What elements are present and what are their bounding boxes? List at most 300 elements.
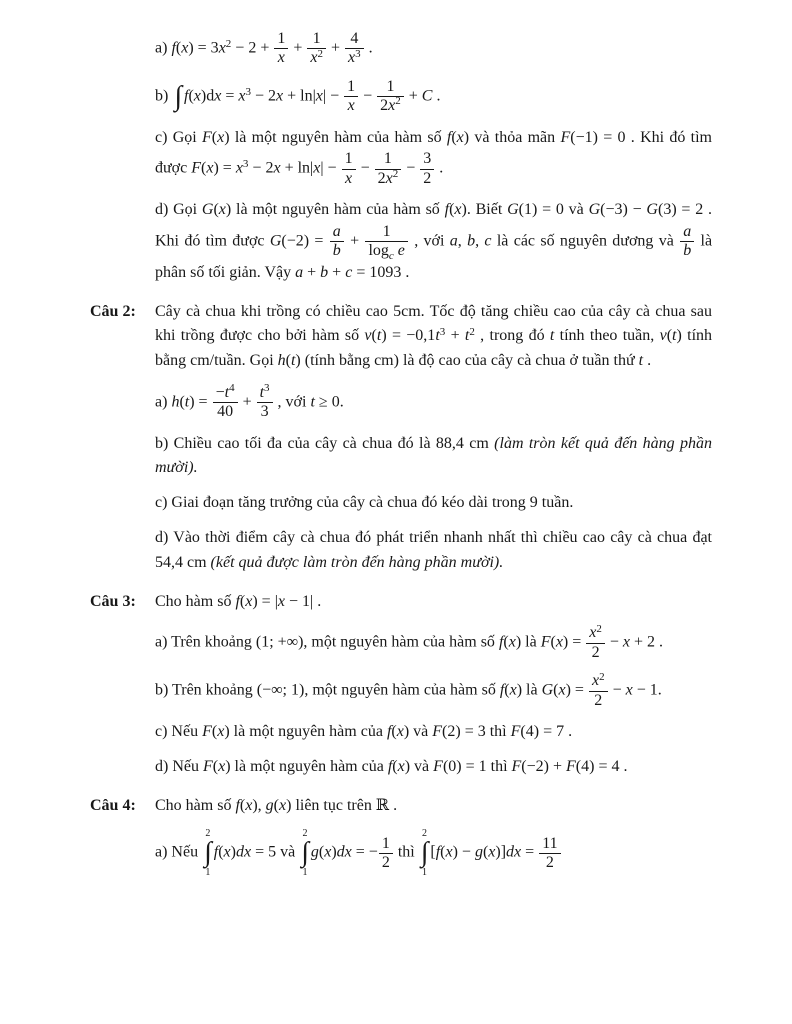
text-run: ) = −0,1 — [381, 327, 436, 345]
math-variable: x — [245, 796, 253, 814]
math-variable: f — [235, 592, 240, 610]
fraction — [364, 223, 408, 261]
text-run: c) Nếu — [155, 723, 203, 741]
math-variable: x — [193, 87, 201, 105]
math-variable: F — [191, 159, 202, 177]
text-run: ) (tính bằng cm) là độ cao của cây cà chua ở tuần thứ — [295, 352, 639, 370]
paragraph — [155, 755, 712, 780]
text-run: (4) = 4 . — [575, 757, 628, 775]
math-variable: x — [279, 796, 287, 814]
math-variable: t — [638, 352, 644, 370]
text-run: − — [608, 681, 626, 699]
text-run: ) = 3 — [188, 39, 219, 57]
text-run: 2 — [377, 169, 386, 187]
fraction-denominator — [274, 49, 288, 67]
math-variable: f — [387, 757, 393, 775]
superscript: 3 — [242, 158, 249, 171]
question-block — [90, 794, 712, 889]
fraction-numerator — [680, 223, 694, 242]
text-run: c) Gọi — [155, 128, 202, 146]
question-block — [90, 300, 712, 586]
math-variable: x — [445, 844, 453, 862]
text-run: a) — [155, 393, 172, 411]
text-run: (−2) = — [281, 232, 329, 250]
fraction — [679, 223, 695, 261]
text-run: ) và — [404, 757, 434, 775]
subscript: c — [388, 249, 394, 262]
superscript: 3 — [439, 325, 446, 338]
text-run: )d — [200, 87, 215, 105]
text-run: = 5 và — [251, 844, 300, 862]
fraction — [344, 30, 365, 68]
text-run: 40 — [217, 403, 234, 421]
math-variable: f — [435, 844, 441, 862]
fraction-numerator — [330, 223, 344, 242]
fraction-denominator — [257, 403, 273, 421]
fraction-denominator — [344, 97, 358, 115]
math-variable: x — [315, 87, 323, 105]
math-variable: v — [364, 327, 372, 345]
text-run: (−2) + — [521, 757, 566, 775]
text-run: 2 — [545, 853, 554, 871]
text-run: 2 — [591, 643, 600, 661]
superscript: 3 — [245, 85, 251, 98]
math-variable: F — [560, 128, 571, 146]
math-variable: a — [683, 222, 692, 240]
text-run: (3) = 2 . Khi đó tìm được — [155, 201, 713, 250]
text-run: . — [364, 39, 373, 57]
text-run: Cây cà chua khi trồng có chiều cao 5cm. Tốc độ tăng chiều cao của cây cà chua sau khi trồng được cho bởi hàm số — [155, 302, 712, 345]
math-variable: f — [213, 844, 219, 862]
integral-limit: 1 — [422, 867, 428, 879]
math-variable: C — [421, 87, 433, 105]
text-run: 2 — [380, 97, 389, 115]
text-run: ( — [318, 844, 325, 862]
italic-note: (làm tròn kết quả đến hàng phần mười). — [155, 434, 713, 477]
fraction-denominator — [420, 170, 434, 188]
math-variable: x — [206, 159, 214, 177]
math-variable: g — [474, 844, 483, 862]
paragraph — [155, 384, 712, 422]
math-variable: t — [435, 327, 440, 345]
math-variable: F — [433, 757, 443, 775]
text-run: ) là một nguyên hàm của — [224, 723, 387, 741]
fraction-denominator — [342, 170, 356, 188]
text-run: ) là một nguyên hàm của hàm số — [224, 128, 447, 146]
math-variable: f — [446, 128, 452, 146]
text-run: ( — [482, 844, 489, 862]
math-variable: x — [591, 672, 600, 690]
math-variable: F — [510, 723, 521, 741]
math-variable: G — [646, 201, 658, 219]
text-run: 1 — [382, 222, 391, 240]
text-run: . — [432, 87, 441, 105]
fraction-denominator — [365, 242, 407, 260]
text-run: c) Giai đoạn tăng trưởng của cây cà chua đó kéo dài trong 9 tuần. — [155, 494, 574, 512]
math-variable: x — [345, 169, 353, 187]
superscript: 3 — [355, 47, 361, 60]
superscript: 4 — [229, 382, 235, 395]
text-run: + — [326, 39, 345, 57]
math-variable: x — [555, 634, 563, 652]
question-body — [155, 590, 712, 790]
document-content — [90, 30, 712, 888]
text-run: b) Trên khoảng (−∞; 1), một nguyên hàm của hàm số — [155, 681, 500, 699]
question-label: Câu 4: — [90, 796, 136, 814]
fraction — [376, 78, 405, 116]
math-variable: dx — [336, 844, 352, 862]
math-variable: f — [235, 796, 240, 814]
math-variable: v — [659, 327, 667, 345]
math-variable: F — [202, 723, 212, 741]
fraction-denominator — [330, 242, 344, 260]
text-run: ( — [213, 201, 219, 219]
paragraph — [155, 432, 712, 482]
text-run: (0) = 1 thì — [442, 757, 512, 775]
superscript: 3 — [264, 382, 270, 395]
integral-limit: 1 — [302, 867, 308, 879]
text-run: ). Biết — [461, 201, 508, 219]
paragraph — [155, 794, 712, 819]
fraction — [256, 384, 274, 422]
text-run: = − — [351, 844, 378, 862]
text-run: − — [215, 383, 225, 401]
math-variable: a — [295, 263, 304, 281]
math-variable: g — [265, 796, 274, 814]
math-variable: x — [277, 592, 286, 610]
math-variable: b — [467, 232, 476, 250]
math-variable: G — [201, 201, 214, 219]
question-block — [90, 30, 712, 296]
text-run: , trong đó — [474, 327, 550, 345]
superscript: 2 — [469, 325, 475, 338]
paragraph — [155, 672, 712, 710]
fraction-numerator — [213, 384, 238, 403]
math-variable: b — [683, 242, 692, 260]
text-run: ) = — [562, 634, 586, 652]
math-variable: e — [397, 242, 405, 260]
text-run: − 2 + — [231, 39, 274, 57]
text-run: + — [445, 327, 465, 345]
text-run: = — [221, 87, 239, 105]
math-variable: t — [549, 327, 555, 345]
text-run: − — [402, 159, 420, 177]
text-run: + — [344, 232, 365, 250]
math-variable: x — [217, 723, 225, 741]
math-variable: x — [348, 49, 356, 67]
text-run: ( — [553, 681, 559, 699]
fraction — [341, 150, 357, 188]
text-run: 4 — [350, 30, 359, 47]
text-run: ( — [175, 39, 182, 57]
text-run: | − — [322, 87, 344, 105]
fraction-numerator — [345, 30, 364, 49]
text-run: + ln| — [280, 159, 314, 177]
superscript: 2 — [599, 670, 605, 683]
text-run: ) liên tục trên ℝ . — [286, 796, 398, 814]
integral — [174, 80, 182, 112]
text-run: (4) = 7 . — [520, 723, 573, 741]
fraction-numerator — [586, 624, 605, 643]
fraction-denominator — [589, 692, 608, 710]
text-run: ( — [179, 393, 185, 411]
text-run: (−1) = 0 . Khi đó tìm được — [155, 128, 712, 177]
fraction-numerator — [539, 835, 560, 854]
text-run: là các số nguyên dương và — [491, 232, 680, 250]
text-run: ( — [201, 159, 207, 177]
math-variable: f — [444, 201, 450, 219]
math-variable: x — [589, 624, 597, 642]
math-variable: F — [511, 757, 522, 775]
math-variable: t — [376, 327, 382, 345]
text-run: + — [238, 393, 256, 411]
text-run: − — [359, 87, 377, 105]
superscript: 2 — [317, 47, 323, 60]
text-run: ( — [550, 634, 556, 652]
superscript: 2 — [392, 168, 399, 181]
text-run: 3 — [423, 150, 432, 168]
math-variable: t — [464, 327, 470, 345]
fraction-denominator — [345, 49, 364, 67]
text-run: . — [643, 352, 652, 370]
math-variable: x — [214, 87, 222, 105]
text-run: ) = — [189, 393, 212, 411]
text-run: ) là — [516, 681, 542, 699]
question-label: Câu 2: — [90, 302, 136, 320]
text-run: a) — [155, 39, 172, 57]
fraction — [538, 835, 561, 873]
fraction — [419, 150, 435, 188]
math-variable: x — [509, 681, 517, 699]
fraction — [329, 223, 345, 261]
paragraph — [155, 78, 712, 116]
math-variable: x — [396, 723, 404, 741]
superscript: 2 — [596, 622, 602, 635]
text-run: là phân số tối giản. Vậy — [155, 232, 713, 281]
paragraph — [155, 491, 712, 516]
fraction — [306, 30, 327, 68]
math-variable: G — [507, 201, 519, 219]
integral-limit: 1 — [205, 867, 211, 879]
text-run: a) Trên khoảng (1; +∞), một nguyên hàm của hàm số — [155, 634, 499, 652]
math-variable: G — [588, 201, 601, 219]
question-body — [155, 300, 712, 586]
text-run: ( — [212, 757, 219, 775]
math-variable: x — [235, 159, 243, 177]
text-run: + — [404, 87, 422, 105]
fraction-numerator — [342, 150, 356, 169]
text-run: 1 — [381, 834, 390, 852]
text-run: ) là một nguyên hàm của — [225, 757, 388, 775]
fraction-numerator — [420, 150, 434, 169]
fraction — [588, 672, 609, 710]
text-run: thì — [393, 844, 419, 862]
fraction-denominator — [680, 242, 694, 260]
text-run: ) và — [403, 723, 433, 741]
text-run: ( — [504, 681, 510, 699]
text-run: + — [303, 263, 321, 281]
math-variable: x — [223, 844, 231, 862]
text-run: , với — [273, 393, 311, 411]
text-run: ( — [371, 327, 377, 345]
text-run: ≥ 0. — [314, 393, 344, 411]
text-run: ( — [391, 723, 397, 741]
math-variable: c — [345, 263, 353, 281]
math-variable: f — [499, 681, 505, 699]
text-run: ) — [230, 844, 236, 862]
integral-limit: 2 — [302, 828, 308, 840]
math-variable: x — [245, 592, 253, 610]
fraction — [374, 150, 403, 188]
math-variable: F — [202, 128, 212, 146]
paragraph — [155, 720, 712, 745]
text-run: ( — [188, 87, 194, 105]
text-run: ( — [273, 796, 279, 814]
text-run: 2 — [423, 169, 432, 187]
fraction-denominator — [307, 49, 326, 67]
superscript: 2 — [225, 37, 232, 50]
math-variable: t — [224, 383, 230, 401]
paragraph — [155, 126, 712, 189]
text-run: log — [368, 242, 389, 260]
integral — [204, 828, 212, 878]
math-variable: F — [540, 634, 551, 652]
text-run: ) = — [213, 159, 236, 177]
fraction-denominator — [586, 644, 605, 662]
fraction-denominator — [377, 97, 404, 115]
paragraph — [155, 300, 712, 374]
text-run: ( — [285, 352, 291, 370]
math-variable: x — [558, 681, 566, 699]
math-variable: x — [456, 128, 464, 146]
text-run: 3 — [260, 403, 269, 421]
question-label: Câu 3: — [90, 592, 136, 610]
math-variable: x — [218, 757, 226, 775]
paragraph — [155, 624, 712, 662]
text-run: b) — [155, 87, 173, 105]
text-run: ( — [440, 844, 446, 862]
math-variable: x — [277, 49, 285, 67]
text-run: + — [289, 39, 307, 57]
fraction-numerator — [257, 384, 273, 403]
text-run: (−3) − — [600, 201, 647, 219]
math-variable: x — [238, 87, 246, 105]
text-run: tính theo tuần, — [554, 327, 660, 345]
math-variable: x — [625, 681, 633, 699]
fraction-denominator — [213, 403, 238, 421]
fraction-denominator — [379, 854, 393, 872]
math-variable: x — [276, 87, 284, 105]
text-run: ( — [239, 796, 246, 814]
math-variable: x — [397, 757, 405, 775]
text-run: − 2 — [250, 87, 276, 105]
math-variable: dx — [506, 844, 522, 862]
question-label — [90, 30, 155, 296]
text-run: ( — [239, 592, 246, 610]
math-variable: dx — [235, 844, 252, 862]
math-variable: f — [184, 87, 189, 105]
integral-limit: 2 — [205, 828, 211, 840]
text-run: ( — [218, 844, 224, 862]
math-variable: x — [324, 844, 332, 862]
math-variable: f — [386, 723, 392, 741]
fraction-denominator — [539, 854, 560, 872]
paragraph — [155, 30, 712, 68]
fraction-numerator — [274, 30, 288, 49]
math-variable: a — [449, 232, 458, 250]
text-run: 1 — [347, 77, 356, 95]
question-block — [90, 590, 712, 790]
integral-glyph: ∫ — [420, 837, 429, 869]
math-variable: f — [171, 39, 176, 57]
integral — [301, 828, 309, 878]
text-run: − — [356, 159, 374, 177]
math-variable: x — [347, 97, 355, 115]
text-run: 1 — [386, 77, 395, 95]
text-run: )] — [495, 844, 507, 862]
math-variable: x — [508, 634, 516, 652]
text-run: + ln| — [283, 87, 316, 105]
text-run: (2) = 3 thì — [442, 723, 511, 741]
text-run: 1 — [383, 150, 392, 168]
text-run: 1 — [344, 150, 353, 168]
text-run: ( — [392, 757, 398, 775]
math-variable: f — [498, 634, 504, 652]
text-run: 1 — [312, 30, 321, 47]
question-body — [155, 30, 712, 296]
text-run: . — [435, 159, 444, 177]
text-run: ) là — [515, 634, 541, 652]
text-run: (1) = 0 và — [518, 201, 589, 219]
math-variable: t — [259, 383, 265, 401]
math-variable: g — [310, 844, 319, 862]
paragraph — [155, 198, 712, 285]
math-variable: x — [385, 169, 393, 187]
text-run: d) Gọi — [155, 201, 202, 219]
fraction — [343, 78, 359, 116]
text-run: − 1| . — [285, 592, 322, 610]
math-variable: a — [332, 222, 341, 240]
math-variable: b — [320, 263, 329, 281]
math-variable: x — [218, 201, 226, 219]
math-variable: F — [432, 723, 443, 741]
fraction — [212, 384, 239, 422]
text-run: , với — [408, 232, 450, 250]
integral-glyph: ∫ — [174, 80, 182, 112]
fraction-numerator — [365, 223, 407, 242]
text-run: a) Nếu — [155, 844, 203, 862]
text-run: ( — [451, 128, 457, 146]
math-variable: x — [181, 39, 189, 57]
paragraph — [155, 526, 712, 576]
text-run: 11 — [542, 834, 558, 852]
text-run: [ — [430, 844, 436, 862]
text-run: d) Vào thời điểm cây cà chua đó phát triển nhanh nhất thì chiều cao cây cà chua đạt 54,4 cm — [155, 529, 712, 571]
text-run: ( — [211, 128, 218, 146]
fraction-numerator — [307, 30, 326, 49]
fraction — [585, 624, 606, 662]
text-run: d) Nếu — [155, 757, 203, 775]
text-run: − — [605, 634, 623, 652]
math-variable: x — [488, 844, 496, 862]
math-variable: G — [269, 232, 282, 250]
math-variable: x — [454, 201, 462, 219]
fraction-numerator — [379, 835, 393, 854]
text-run: ), — [252, 796, 266, 814]
fraction-denominator — [375, 170, 402, 188]
math-variable: x — [218, 39, 226, 57]
text-run: ) — [331, 844, 337, 862]
